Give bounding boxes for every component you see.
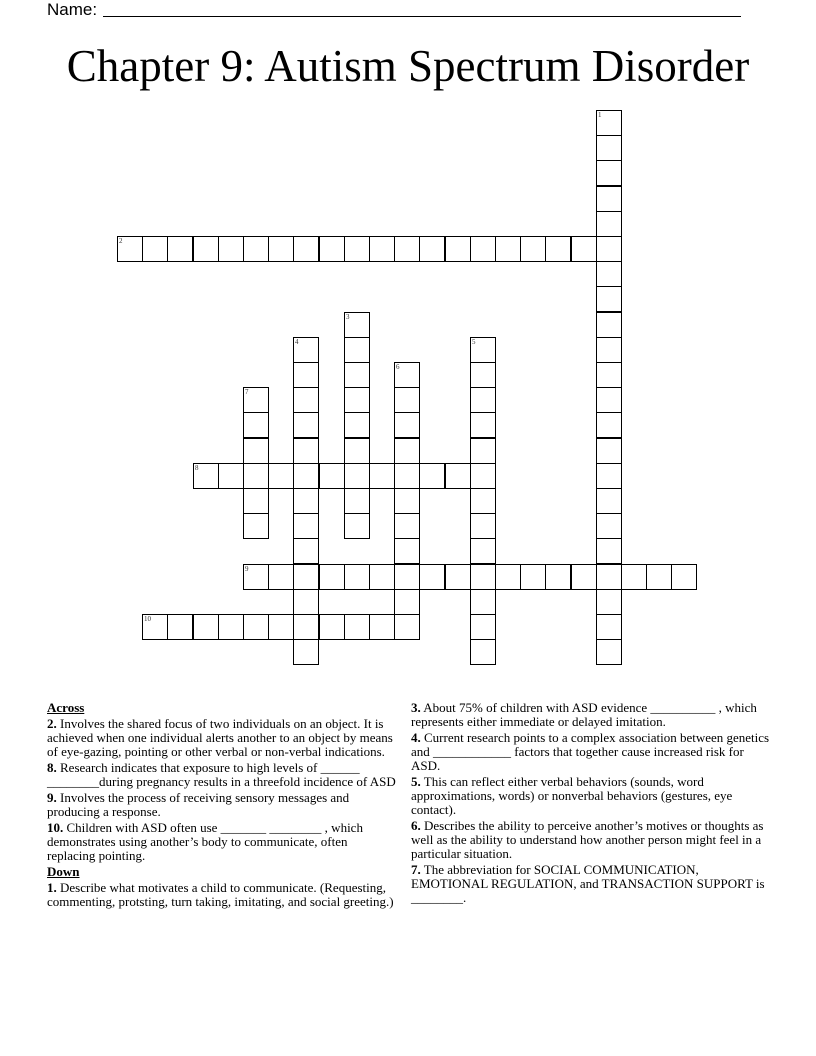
- crossword-cell[interactable]: [571, 236, 597, 262]
- crossword-cell[interactable]: [193, 614, 219, 640]
- crossword-cell[interactable]: [344, 564, 370, 590]
- crossword-cell[interactable]: [596, 362, 622, 388]
- crossword-cell[interactable]: [293, 387, 319, 413]
- crossword-cell[interactable]: [344, 337, 370, 363]
- crossword-cell[interactable]: [596, 589, 622, 615]
- crossword-cell[interactable]: [394, 513, 420, 539]
- crossword-cell[interactable]: [167, 614, 193, 640]
- clue-text: Research indicates that exposure to high levels of ______ ________during pregnancy results in a threefold incidence of ASD: [47, 760, 396, 789]
- crossword-cell[interactable]: [596, 286, 622, 312]
- clue-number: 10.: [47, 820, 64, 835]
- crossword-cell[interactable]: [344, 412, 370, 438]
- crossword-cell[interactable]: [470, 362, 496, 388]
- crossword-cell[interactable]: [470, 387, 496, 413]
- crossword-cell[interactable]: [596, 135, 622, 161]
- crossword-cell[interactable]: [268, 236, 294, 262]
- crossword-cell[interactable]: [319, 236, 345, 262]
- crossword-cell[interactable]: [319, 463, 345, 489]
- crossword-cell[interactable]: [243, 513, 269, 539]
- clue-number-label: 8: [195, 464, 199, 472]
- crossword-cell[interactable]: [293, 564, 319, 590]
- clue-text: The abbreviation for SOCIAL COMMUNICATION, EMOTIONAL REGULATION, and TRANSACTION SUPPORT is ________.: [411, 862, 765, 905]
- clue-down-3: [411, 701, 771, 729]
- name-label: Name:: [47, 0, 98, 19]
- crossword-cell[interactable]: [344, 513, 370, 539]
- crossword-cell[interactable]: [167, 236, 193, 262]
- clue-across-9: [47, 791, 399, 819]
- across-heading: Across: [47, 700, 85, 715]
- crossword-cell[interactable]: [646, 564, 672, 590]
- crossword-cell[interactable]: [344, 488, 370, 514]
- crossword-cell[interactable]: [293, 513, 319, 539]
- crossword-cell[interactable]: [394, 387, 420, 413]
- crossword-cell[interactable]: [495, 564, 521, 590]
- crossword-cell[interactable]: [520, 236, 546, 262]
- clue-text: Children with ASD often use _______ ________ , which demonstrates using another’s body to communicate, often replacing pointing.: [47, 820, 363, 863]
- crossword-cell[interactable]: [243, 488, 269, 514]
- clue-text: Describe what motivates a child to communicate. (Requesting, commenting, protsting, turn taking, imitating, and social greeting.): [47, 880, 394, 909]
- crossword-cell[interactable]: [596, 412, 622, 438]
- crossword-cell[interactable]: [596, 438, 622, 464]
- crossword-cell[interactable]: [394, 488, 420, 514]
- crossword-cell[interactable]: [293, 463, 319, 489]
- clue-down-7: [411, 863, 771, 905]
- crossword-cell[interactable]: [596, 160, 622, 186]
- crossword-cell[interactable]: [445, 564, 471, 590]
- crossword-cell[interactable]: [419, 463, 445, 489]
- crossword-cell[interactable]: [596, 387, 622, 413]
- crossword-cell[interactable]: [344, 614, 370, 640]
- crossword-cell[interactable]: [193, 236, 219, 262]
- crossword-cell[interactable]: [243, 438, 269, 464]
- clue-across-2: [47, 717, 399, 759]
- clue-across-10: [47, 821, 399, 863]
- clue-number: 8.: [47, 760, 57, 775]
- crossword-cell[interactable]: [268, 463, 294, 489]
- crossword-cell[interactable]: [394, 362, 420, 388]
- crossword-cell[interactable]: [293, 438, 319, 464]
- crossword-cell[interactable]: [243, 412, 269, 438]
- crossword-cell[interactable]: [394, 463, 420, 489]
- crossword-cell[interactable]: [394, 412, 420, 438]
- crossword-cell[interactable]: [142, 614, 168, 640]
- clue-number-label: 6: [396, 363, 400, 371]
- page-title: Chapter 9: Autism Spectrum Disorder: [66, 41, 750, 91]
- clue-down-5: [411, 775, 771, 817]
- crossword-cell[interactable]: [596, 312, 622, 338]
- crossword-cell[interactable]: [268, 564, 294, 590]
- clue-down-1: [47, 881, 399, 909]
- crossword-cell[interactable]: [344, 236, 370, 262]
- crossword-cell[interactable]: [319, 564, 345, 590]
- crossword-cell[interactable]: [293, 412, 319, 438]
- crossword-cell[interactable]: [394, 589, 420, 615]
- clue-text: Describes the ability to perceive another’s motives or thoughts as well as the ability to understand how another person might feel in a particular situation.: [411, 818, 764, 861]
- crossword-cell[interactable]: [394, 538, 420, 564]
- clue-number-label: 3: [346, 313, 350, 321]
- clue-number: 7.: [411, 862, 421, 877]
- crossword-cell[interactable]: [596, 337, 622, 363]
- clue-number: 9.: [47, 790, 57, 805]
- crossword-cell[interactable]: [596, 564, 622, 590]
- clue-down-6: [411, 819, 771, 861]
- crossword-cell[interactable]: [596, 614, 622, 640]
- crossword-cell[interactable]: [470, 538, 496, 564]
- crossword-cell[interactable]: [419, 564, 445, 590]
- clue-number-label: 9: [245, 565, 249, 573]
- crossword-cell[interactable]: [445, 236, 471, 262]
- clues-right-column: [411, 701, 771, 907]
- crossword-cell[interactable]: [470, 614, 496, 640]
- crossword-cell[interactable]: [344, 387, 370, 413]
- crossword-cell[interactable]: [293, 614, 319, 640]
- clue-number: 3.: [411, 700, 421, 715]
- crossword-cell[interactable]: [621, 564, 647, 590]
- crossword-cell[interactable]: [596, 236, 622, 262]
- crossword-cell[interactable]: [470, 463, 496, 489]
- clue-text: About 75% of children with ASD evidence __________ , which represents either immediate or delayed imitation.: [411, 700, 757, 729]
- crossword-cell[interactable]: [596, 538, 622, 564]
- crossword-cell[interactable]: [293, 639, 319, 665]
- crossword-cell[interactable]: [596, 211, 622, 237]
- crossword-cell[interactable]: [470, 513, 496, 539]
- crossword-cell[interactable]: [218, 463, 244, 489]
- crossword-cell[interactable]: [596, 110, 622, 136]
- down-heading: Down: [47, 864, 80, 879]
- crossword-cell[interactable]: [369, 236, 395, 262]
- clue-text: Current research points to a complex association between genetics and ____________ factors that together cause increased risk for ASD.: [411, 730, 770, 773]
- crossword-cell[interactable]: [470, 488, 496, 514]
- clue-text: Involves the process of receiving sensory messages and producing a response.: [47, 790, 350, 819]
- crossword-cell[interactable]: [495, 236, 521, 262]
- crossword-cell[interactable]: [268, 614, 294, 640]
- crossword-cell[interactable]: [243, 564, 269, 590]
- clue-number-label: 7: [245, 388, 249, 396]
- crossword-cell[interactable]: [394, 564, 420, 590]
- crossword-cell[interactable]: [369, 564, 395, 590]
- crossword-cell[interactable]: [445, 463, 471, 489]
- crossword-cell[interactable]: [394, 236, 420, 262]
- crossword-cell[interactable]: [344, 438, 370, 464]
- crossword-cell[interactable]: [470, 337, 496, 363]
- crossword-cell[interactable]: [470, 412, 496, 438]
- crossword-cell[interactable]: [545, 564, 571, 590]
- clue-number-label: 2: [119, 237, 123, 245]
- clue-text: Involves the shared focus of two individuals on an object. It is achieved when one individual alerts another to an object by means of eye-gazing, pointing or other verbal or non-verbal indications.: [47, 716, 393, 759]
- crossword-cell[interactable]: [470, 564, 496, 590]
- crossword-cell[interactable]: [369, 463, 395, 489]
- clue-number-label: 1: [598, 111, 602, 119]
- clue-number-label: 5: [472, 338, 476, 346]
- clues-left-column: [47, 701, 399, 911]
- crossword-cell[interactable]: [243, 387, 269, 413]
- crossword-cell[interactable]: [218, 236, 244, 262]
- crossword-cell[interactable]: [344, 312, 370, 338]
- clue-number: 5.: [411, 774, 421, 789]
- crossword-cell[interactable]: [596, 261, 622, 287]
- crossword-cell[interactable]: [293, 236, 319, 262]
- crossword-cell[interactable]: [142, 236, 168, 262]
- crossword-cell[interactable]: [243, 236, 269, 262]
- crossword-cell[interactable]: [344, 463, 370, 489]
- crossword-cell[interactable]: [545, 236, 571, 262]
- crossword-cell[interactable]: [243, 463, 269, 489]
- clue-number-label: 4: [295, 338, 299, 346]
- clue-across-8: [47, 761, 399, 789]
- clue-text: This can reflect either verbal behaviors (sounds, word approximations, words) or nonverbal behaviors (gestures, eye contact).: [411, 774, 733, 817]
- crossword-cell[interactable]: [571, 564, 597, 590]
- crossword-cell[interactable]: [596, 186, 622, 212]
- crossword-cell[interactable]: [193, 463, 219, 489]
- crossword-cell[interactable]: [218, 614, 244, 640]
- crossword-cell[interactable]: [394, 438, 420, 464]
- clue-down-4: [411, 731, 771, 773]
- clue-number: 1.: [47, 880, 57, 895]
- clue-number-label: 10: [144, 615, 151, 623]
- crossword-cell[interactable]: [394, 614, 420, 640]
- crossword-cell[interactable]: [419, 236, 445, 262]
- crossword-cell[interactable]: [319, 614, 345, 640]
- crossword-cell[interactable]: [596, 488, 622, 514]
- crossword-cell[interactable]: [470, 438, 496, 464]
- clue-number: 4.: [411, 730, 421, 745]
- clue-number: 2.: [47, 716, 57, 731]
- crossword-cell[interactable]: [293, 362, 319, 388]
- crossword-cell[interactable]: [470, 589, 496, 615]
- crossword-cell[interactable]: [293, 538, 319, 564]
- crossword-cell[interactable]: [369, 614, 395, 640]
- clue-number: 6.: [411, 818, 421, 833]
- crossword-cell[interactable]: [117, 236, 143, 262]
- crossword-cell[interactable]: [293, 589, 319, 615]
- crossword-cell[interactable]: [344, 362, 370, 388]
- crossword-cell[interactable]: [596, 463, 622, 489]
- crossword-cell[interactable]: [520, 564, 546, 590]
- crossword-cell[interactable]: [671, 564, 697, 590]
- crossword-cell[interactable]: [470, 236, 496, 262]
- crossword-cell[interactable]: [243, 614, 269, 640]
- crossword-cell[interactable]: [293, 337, 319, 363]
- crossword-cell[interactable]: [470, 639, 496, 665]
- crossword-cell[interactable]: [596, 639, 622, 665]
- crossword-cell[interactable]: [596, 513, 622, 539]
- crossword-cell[interactable]: [293, 488, 319, 514]
